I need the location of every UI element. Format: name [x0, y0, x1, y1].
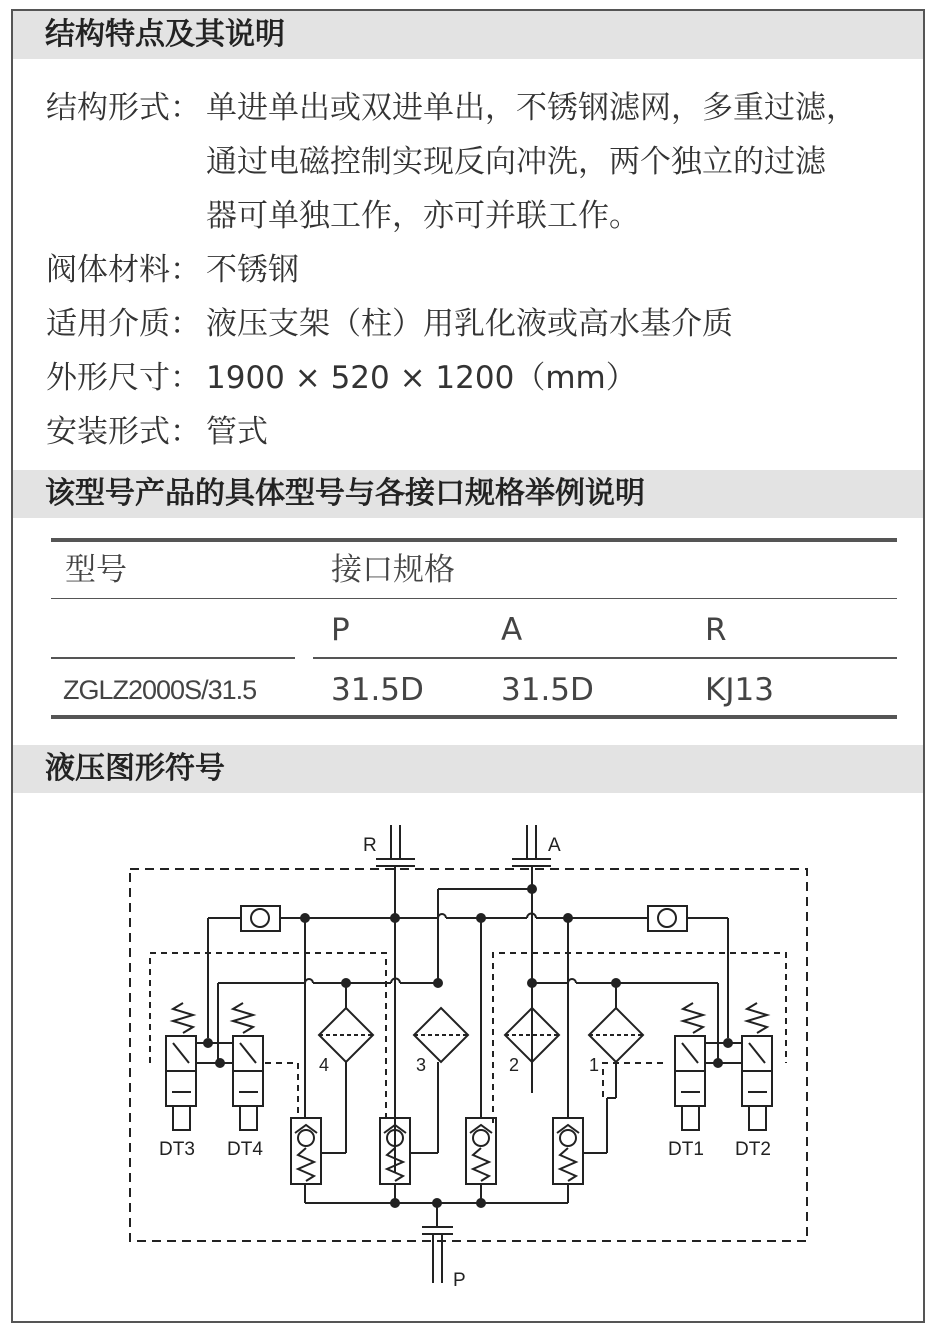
spec-value-line: 管式	[206, 414, 268, 450]
pilot-dashed-line	[265, 1063, 298, 1118]
port-r-label: R	[363, 835, 377, 856]
solenoid-label: DT2	[735, 1139, 771, 1160]
table-rule	[313, 657, 897, 659]
table-rule	[51, 657, 295, 659]
spec-value-line: 单进单出或双进单出，不锈钢滤网，多重过滤，	[206, 90, 857, 126]
table-subheader-a: A	[501, 612, 523, 648]
document-page	[11, 9, 925, 1323]
table-cell-a: 31.5D	[501, 672, 594, 708]
filter-label: 4	[319, 1055, 330, 1075]
shuttle-ball	[658, 909, 676, 927]
junction-dot	[528, 979, 536, 987]
table-header-model: 型号	[65, 552, 127, 588]
spec-value-line: 1900 × 520 × 1200（mm）	[206, 360, 637, 396]
spec-row-installation	[46, 405, 206, 459]
filter-1	[589, 983, 643, 1098]
line-crossover	[568, 979, 576, 983]
spec-value-line: 器可单独工作，亦可并联工作。	[206, 198, 640, 234]
solenoid-label: DT4	[227, 1139, 263, 1160]
table-cell-p: 31.5D	[331, 672, 424, 708]
spec-label: 阀体材料：	[46, 252, 201, 288]
symbol-section-title: 液压图形符号	[13, 745, 923, 793]
table-header-interface: 接口规格	[331, 552, 455, 588]
table-subheader-p: P	[331, 612, 350, 648]
pilot-dashed-line	[603, 1063, 663, 1098]
table-section-title: 该型号产品的具体型号与各接口规格举例说明	[13, 470, 923, 518]
structure-section-title: 结构特点及其说明	[13, 11, 923, 59]
spec-row-structure	[46, 81, 206, 135]
filter-label: 3	[416, 1055, 427, 1075]
solenoid-valve-dt1	[675, 1003, 705, 1130]
solenoid-valve-dt3	[166, 1003, 196, 1130]
line-crossover	[438, 914, 446, 918]
spec-label: 适用介质：	[46, 306, 201, 342]
table-bottom-rule	[51, 715, 897, 719]
filter-4	[319, 983, 373, 1153]
table-subheader-r: R	[705, 612, 727, 648]
spec-value-line: 液压支架（柱）用乳化液或高水基介质	[206, 306, 733, 342]
line-crossover	[305, 979, 313, 983]
junction-dot	[528, 885, 536, 893]
table-cell-r: KJ13	[705, 672, 774, 708]
shuttle-ball	[251, 909, 269, 927]
table-top-rule	[51, 538, 897, 542]
spec-row-material	[46, 243, 206, 297]
hydraulic-symbol-diagram	[13, 793, 923, 1313]
spec-label: 安装形式：	[46, 414, 201, 450]
solenoid-label: DT3	[159, 1139, 195, 1160]
filter-label: 1	[589, 1055, 600, 1075]
table-rule	[51, 598, 897, 599]
pilot-dashed-line	[150, 953, 386, 1123]
spec-label: 结构形式：	[46, 90, 201, 126]
filter-3	[414, 1008, 468, 1153]
check-valve-4	[553, 918, 583, 1203]
junction-dot	[433, 1199, 441, 1207]
check-valve-3	[466, 918, 496, 1203]
solenoid-valve-dt2	[742, 1003, 772, 1130]
spec-value-line: 通过电磁控制实现反向冲洗，两个独立的过滤	[206, 144, 826, 180]
check-valve-1	[291, 918, 321, 1203]
table-cell-model: ZGLZ2000S/31.5	[63, 675, 257, 705]
filter-label: 2	[509, 1055, 520, 1075]
port-p-label: P	[453, 1270, 466, 1291]
spec-label: 外形尺寸：	[46, 360, 201, 396]
port-a-label: A	[548, 835, 561, 856]
spec-row-medium	[46, 297, 206, 351]
spec-row-dimensions	[46, 351, 206, 405]
solenoid-label: DT1	[668, 1139, 704, 1160]
junction-dot	[391, 914, 399, 922]
spec-value-line: 不锈钢	[206, 252, 299, 288]
solenoid-valve-dt4	[233, 1003, 263, 1130]
